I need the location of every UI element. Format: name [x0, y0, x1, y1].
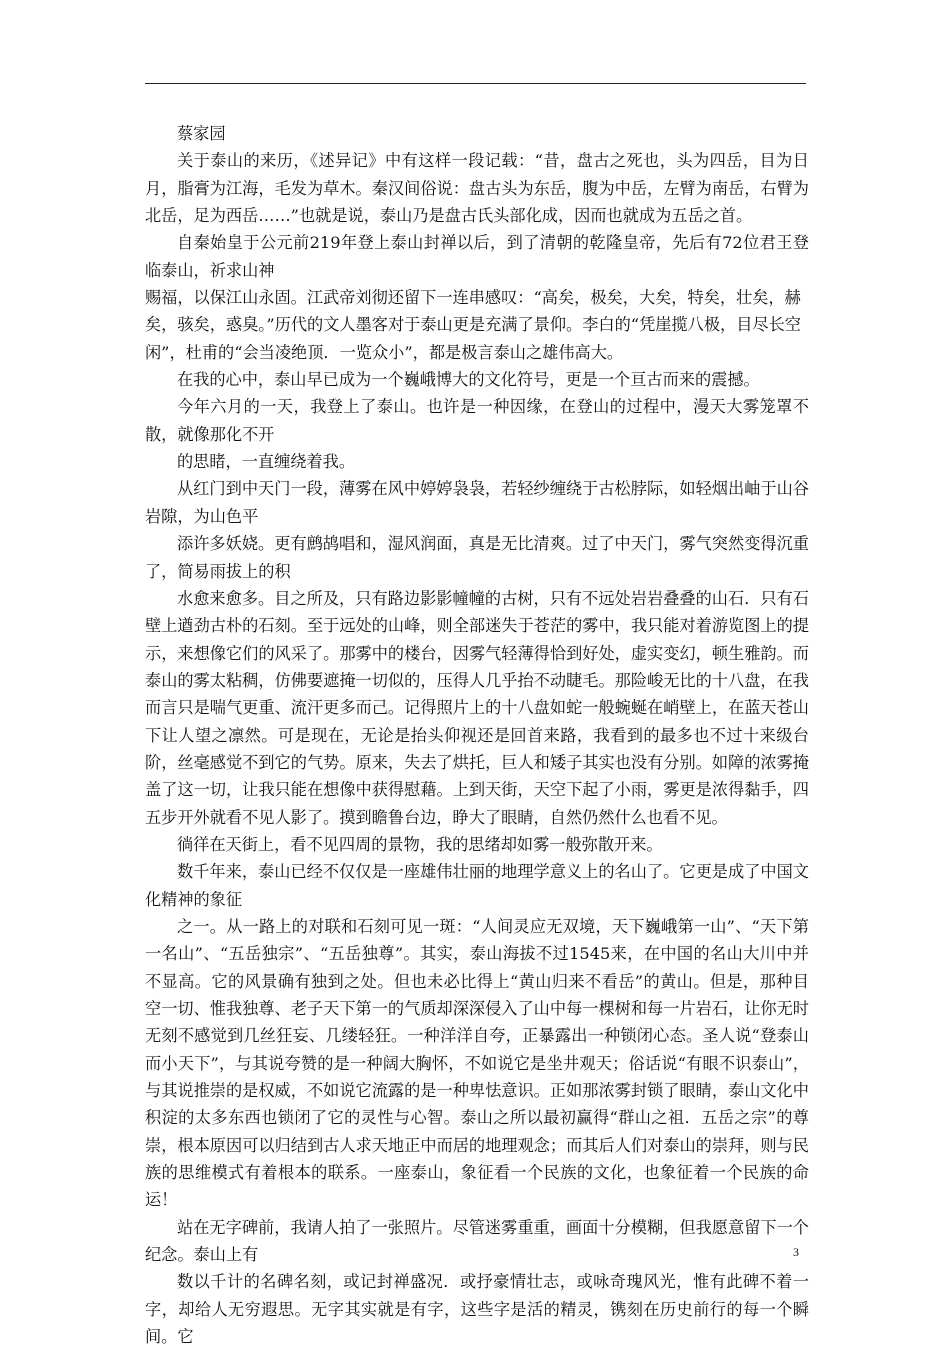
article-body [145, 120, 809, 1350]
paragraph: 数千年来，泰山已经不仅仅是一座雄伟壮丽的地理学意义上的名山了。它更是成了中国文化精神的象征 [145, 862, 809, 909]
paragraph: 徜徉在天街上，看不见四周的景物，我的思绪却如雾一般弥散开来。 [177, 834, 663, 854]
paragraph: 从红门到中天门一段，薄雾在风中婷婷袅袅，若轻纱缠绕于古松脖际，如轻烟出岫于山谷岩隙，为山色平 [145, 479, 809, 526]
author-name: 蔡家园 [177, 124, 226, 143]
paragraph: 的思睹，一直缠绕着我。 [177, 452, 356, 472]
paragraph: 关于泰山的来历，《述异记》中有这样一段记载：“昔，盘古之死也，头为四岳，目为日月，脂膏为江海，毛发为草木。秦汉间俗说：盘古头为东岳，腹为中岳，左臂为南岳，右臂为北岳，足为西岳……”也就是说，泰山乃是盘古氏头部化成，因而也就成为五岳之首。 [145, 151, 809, 226]
paragraph: 站在无字碑前，我请人拍了一张照片。尽管迷雾重重，画面十分模糊，但我愿意留下一个纪念。泰山上有 [145, 1217, 809, 1265]
paragraph: 数以千计的名碑名刻，或记封禅盛况．或抒豪情壮志，或咏奇瑰风光，惟有此碑不着一字，却给人无穷遐思。无字其实就是有字，这些字是活的精灵，镌刻在历史前行的每一个瞬间。它 [145, 1272, 809, 1347]
paragraph: 赐福，以保江山永固。江武帝刘彻还留下一连串感叹：“高矣，极矣，大矣，特矣，壮矣，赫矣，骇矣，惑臭。”历代的文人墨客对于泰山更是充满了景仰。李白的“凭崖揽八极，目尽长空闲”，杜甫的“会当凌绝顶．一览众小”，都是极言泰山之雄伟高大。 [145, 288, 801, 362]
paragraph: 水愈来愈多。目之所及，只有路边影影幢幢的古树，只有不远处岩岩叠叠的山石．只有石壁上遒劲古朴的石刻。至于远处的山峰，则全部迷失于苍茫的雾中，我只能对着游览图上的提示，来想像它们的风采了。那雾中的楼台，因雾气轻薄得恰到好处，虚实变幻，顿生雅韵。而泰山的雾太粘稠，仿佛要遮掩一切似的，压得人几乎抬不动睫毛。那险峻无比的十八盘，在我而言只是喘气更重、流汗更多而己。记得照片上的十八盘如蛇一般蜿蜒在峭壁上，在蓝天苍山下让人望之凛然。可是现在，无论是抬头仰视还是回首来路，我看到的最多也不过十来级台阶，丝毫感觉不到它的气势。原来，失去了烘托，巨人和矮子其实也没有分别。如障的浓雾掩盖了这一切，让我只能在想像中获得慰藉。上到天街，天空下起了小雨，雾更是浓得黏手，四五步开外就看不见人影了。摸到瞻鲁台边，睁大了眼睛，自然仍然什么也看不见。 [145, 588, 809, 827]
page-number: 3 [793, 1245, 799, 1259]
paragraph: 添许多妖娆。更有鹧鸪唱和，湿风润面，真是无比清爽。过了中天门，雾气突然变得沉重了，简易雨拔上的积 [145, 534, 809, 581]
paragraph: 之一。从一路上的对联和石刻可见一斑：“人间灵应无双境，天下巍峨第一山”、“天下第一名山”、“五岳独宗”、“五岳独尊”。其实，泰山海拔不过1545来，在中国的名山大川中并不显高。它的风景确有独到之处。但也未必比得上“黄山归来不看岳”的黄山。但是，那种目空一切、惟我独尊、老子天下第一的气质却深深侵入了山中每一棵树和每一片岩石，让你无时无刻不感觉到几丝狂妄、几缕轻狂。一种洋洋自夸，正暴露出一种锁闭心态。圣人说“登泰山而小天下”，与其说夸赞的是一种阔大胸怀，不如说它是坐井观天；俗话说“有眼不识泰山”，与其说推崇的是权威，不如说它流露的是一种卑怯意识。正如那浓雾封锁了眼睛，泰山文化中积淀的太多东西也锁闭了它的灵性与心智。泰山之所以最初赢得“群山之祖．五岳之宗”的尊崇，根本原因可以归结到古人求天地正中而居的地理观念；而其后人们对泰山的崇拜，则与民族的思维模式有着根本的联系。一座泰山，象征看一个民族的文化，也象征着一个民族的命运！ [145, 916, 809, 1210]
paragraph: 自秦始皇于公元前219年登上泰山封禅以后，到了清朝的乾隆皇帝，先后有72位君王登临泰山，祈求山神 [145, 233, 809, 280]
paragraph: 在我的心中，泰山早已成为一个巍峨博大的文化符号，更是一个亘古而来的震撼。 [177, 370, 760, 390]
paragraph: 今年六月的一天，我登上了泰山。也许是一种因缘，在登山的过程中，漫天大雾笼罩不散，就像那化不开 [145, 397, 809, 444]
header-rule [145, 83, 806, 84]
